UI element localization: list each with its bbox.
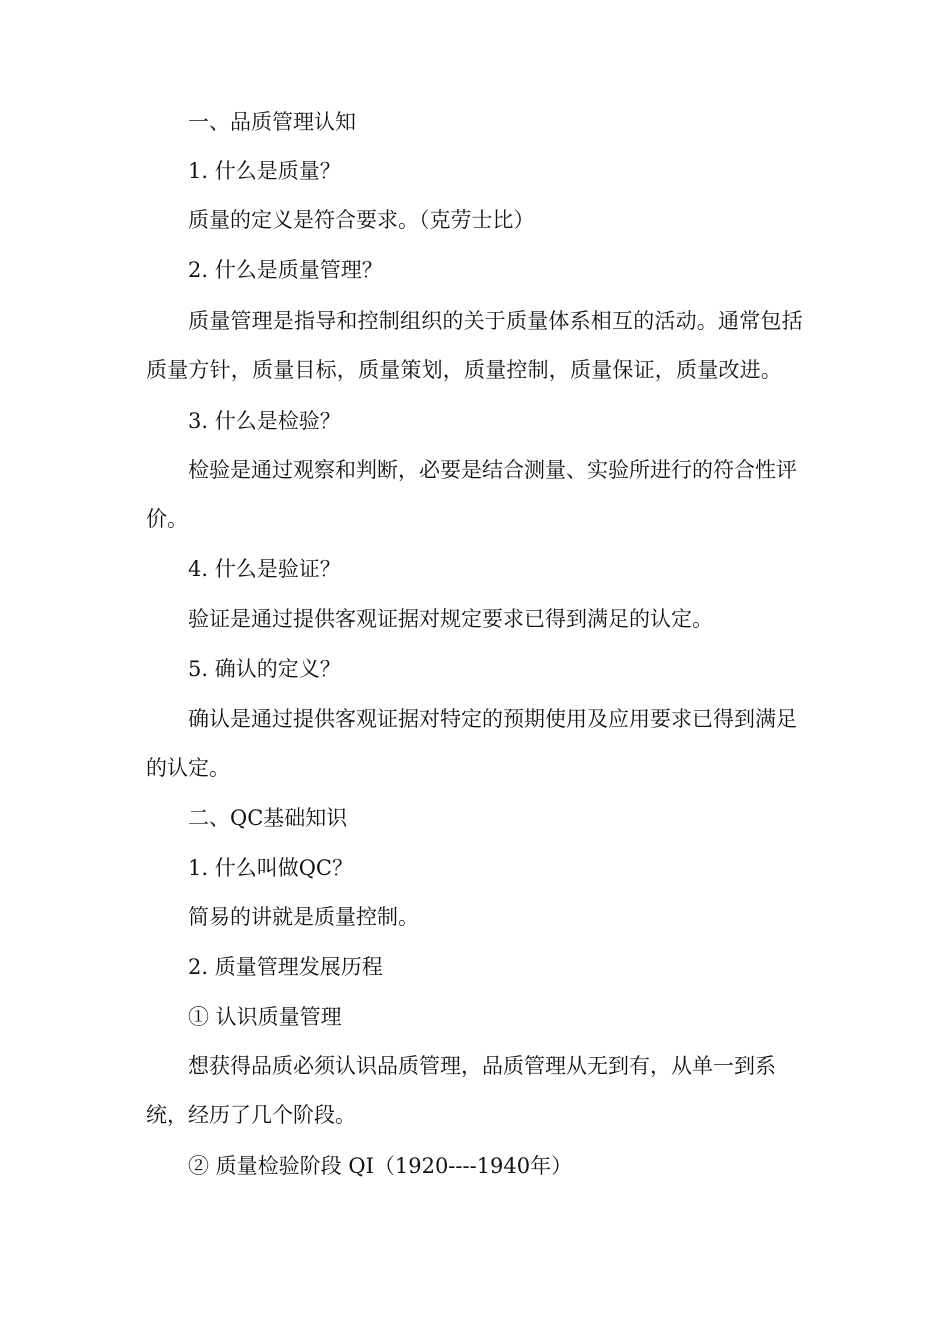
- section-heading-qc-basics: 二、QC基础知识: [188, 806, 348, 830]
- question-what-is-verification: 4. 什么是验证？: [188, 557, 341, 581]
- question-validation-definition: 5. 确认的定义？: [188, 657, 341, 681]
- paragraph-quality-management-stages: 想获得品质必须认识品质管理，品质管理从无到有，从单一到系统，经历了几个阶段。: [146, 1054, 776, 1127]
- answer-qc: 简易的讲就是质量控制。: [188, 905, 419, 929]
- question-what-is-inspection: 3. 什么是检验？: [188, 409, 341, 433]
- answer-verification: 验证是通过提供客观证据对规定要求已得到满足的认定。: [188, 607, 713, 631]
- item-know-quality-management: ① 认识质量管理: [188, 1005, 342, 1029]
- section-heading-quality-management-cognition: 一、品质管理认知: [188, 110, 356, 134]
- question-what-is-qc: 1. 什么叫做QC？: [188, 856, 353, 880]
- answer-quality-management: 质量管理是指导和控制组织的关于质量体系相互的活动。通常包括质量方针，质量目标，质量策划，质量控制，质量保证，质量改进。: [146, 309, 803, 382]
- item-quality-inspection-stage: ② 质量检验阶段 QI（1920----1940年）: [188, 1154, 573, 1178]
- subheading-quality-management-history: 2. 质量管理发展历程: [188, 955, 383, 979]
- question-what-is-quality-management: 2. 什么是质量管理？: [188, 258, 383, 282]
- question-what-is-quality: 1. 什么是质量？: [188, 159, 341, 183]
- answer-inspection: 检验是通过观察和判断，必要是结合测量、实验所进行的符合性评价。: [146, 458, 797, 531]
- answer-validation: 确认是通过提供客观证据对特定的预期使用及应用要求已得到满足的认定。: [146, 707, 797, 780]
- answer-quality-definition: 质量的定义是符合要求。（克劳士比）: [188, 208, 535, 232]
